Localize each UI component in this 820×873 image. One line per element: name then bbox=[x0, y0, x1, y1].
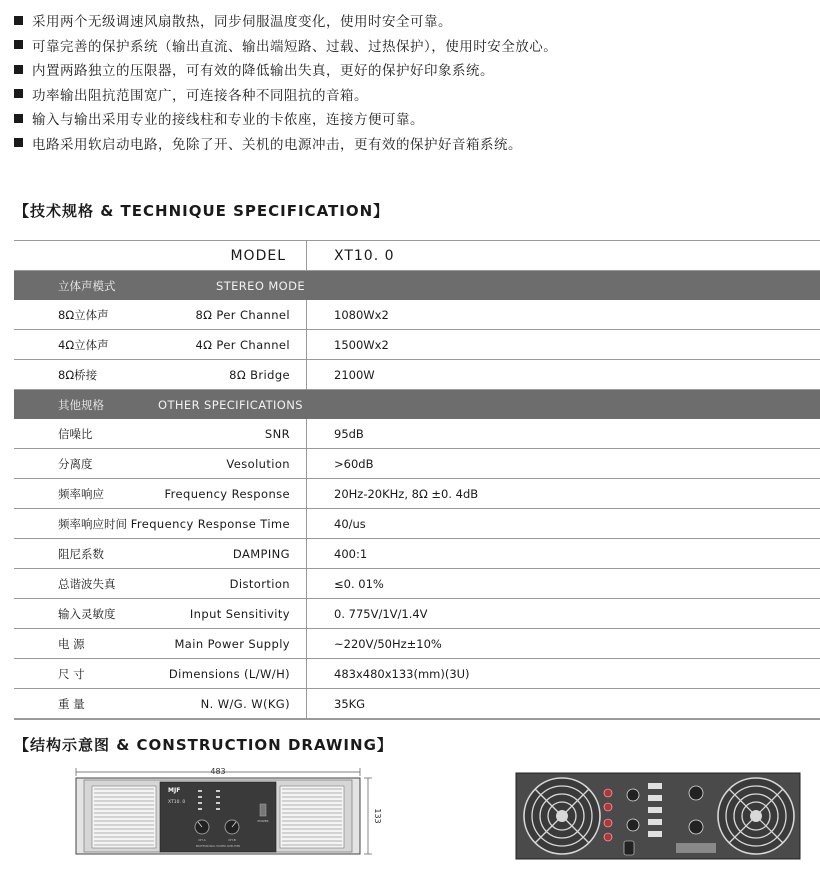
front-caption: PROFESSIONAL POWER AMPLIFIER bbox=[195, 845, 241, 848]
feature-item: 电路采用软启动电路，免除了开、关机的电源冲击，更有效的保护好音箱系统。 bbox=[14, 131, 804, 156]
right-vent-grille bbox=[280, 786, 344, 848]
table-row: 4Ω立体声 4Ω Per Channel 1500Wx2 bbox=[14, 330, 820, 360]
table-row: 阻尼系数 DAMPING 400:1 bbox=[14, 539, 820, 569]
table-row: 电 源 Main Power Supply ~220V/50Hz±10% bbox=[14, 629, 820, 659]
table-row: 尺 寸 Dimensions (L/W/H) 483x480x133(mm)(3U) bbox=[14, 659, 820, 689]
square-bullet-icon bbox=[14, 16, 23, 25]
table-row: 分离度 Vesolution >60dB bbox=[14, 449, 820, 479]
table-row: 频率响应时间 Frequency Response Time 40/us bbox=[14, 509, 820, 539]
feature-item: 可靠完善的保护系统（输出直流、输出端短路、过载、过热保护），使用时安全放心。 bbox=[14, 33, 804, 58]
model-badge: XT10. 0 bbox=[168, 800, 186, 805]
power-switch bbox=[260, 804, 266, 816]
model-row bbox=[14, 240, 820, 271]
channel-a-label: CH A bbox=[198, 838, 206, 842]
square-bullet-icon bbox=[14, 114, 23, 123]
brand-logo: MJF bbox=[168, 787, 181, 794]
drawing-section-title: 【结构示意图 & CONSTRUCTION DRAWING】 bbox=[14, 736, 393, 754]
rear-panel-drawing bbox=[516, 773, 800, 859]
height-dimension-label: 133 bbox=[373, 808, 382, 824]
width-dimension-label: 483 bbox=[210, 767, 226, 776]
table-row: 信噪比 SNR 95dB bbox=[14, 419, 820, 449]
square-bullet-icon bbox=[14, 89, 23, 98]
table-row: 8Ω立体声 8Ω Per Channel 1080Wx2 bbox=[14, 300, 820, 330]
right-fan-icon bbox=[718, 778, 794, 854]
left-vent-grille bbox=[92, 786, 156, 848]
stereo-header-row: 立体声模式 STEREO MODE bbox=[14, 271, 820, 300]
table-row: 重 量 N. W/G. W(KG) 35KG bbox=[14, 689, 820, 718]
channel-b-label: CH B bbox=[228, 838, 236, 842]
spec-section-title: 【技术规格 & TECHNIQUE SPECIFICATION】 bbox=[14, 202, 390, 220]
feature-item: 输入与输出采用专业的接线柱和专业的卡侬座，连接方便可靠。 bbox=[14, 106, 804, 131]
power-label: POWER bbox=[257, 819, 269, 823]
feature-item: 采用两个无级调速风扇散热，同步伺服温度变化，使用时安全可靠。 bbox=[14, 8, 804, 33]
table-row: 8Ω桥接 8Ω Bridge 2100W bbox=[14, 360, 820, 390]
front-panel-drawing bbox=[70, 766, 380, 866]
table-row: 总谐波失真 Distortion ≤0. 01% bbox=[14, 569, 820, 599]
model-value: XT10. 0 bbox=[334, 247, 395, 264]
other-header-row: 其他规格 OTHER SPECIFICATIONS bbox=[14, 390, 820, 419]
square-bullet-icon bbox=[14, 40, 23, 49]
feature-list bbox=[14, 8, 804, 155]
left-fan-icon bbox=[524, 778, 600, 854]
feature-item: 内置两路独立的压限器，可有效的降低输出失真，更好的保护好印象系统。 bbox=[14, 57, 804, 82]
feature-item: 功率输出阻抗范围宽广，可连接各种不同阻抗的音箱。 bbox=[14, 82, 804, 107]
table-row: 输入灵敏度 Input Sensitivity 0. 775V/1V/1.4V bbox=[14, 599, 820, 629]
square-bullet-icon bbox=[14, 65, 23, 74]
spec-table bbox=[14, 240, 820, 720]
table-row: 频率响应 Frequency Response 20Hz-20KHz, 8Ω ±0. 4dB bbox=[14, 479, 820, 509]
square-bullet-icon bbox=[14, 138, 23, 147]
model-label: MODEL bbox=[230, 247, 286, 264]
